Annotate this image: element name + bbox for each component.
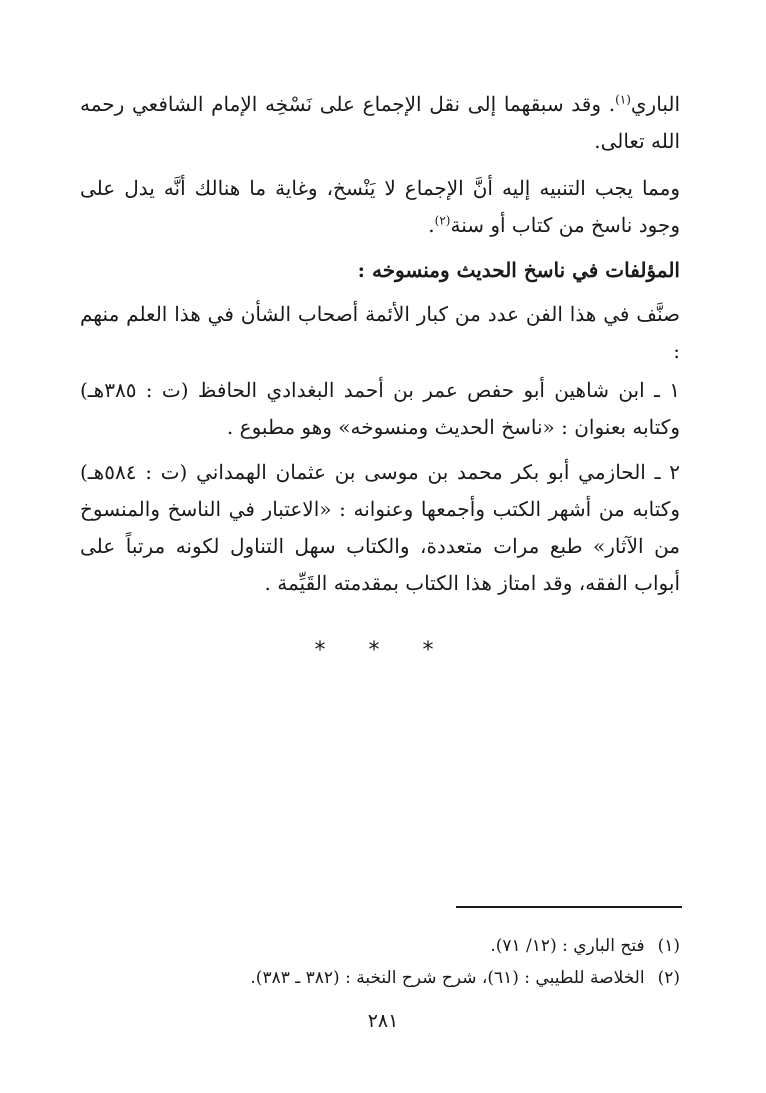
page-number: ٢٨١ [367,1010,399,1032]
paragraph-1-text: الباري [630,92,680,116]
footnote-1 [80,930,680,962]
list-item-2 [80,454,680,602]
footnote-ref-2[interactable]: (٢) [434,213,451,228]
list-item-1-text: ١ ـ ابن شاهين أبو حفص عمر بن أحمد البغدادي الحافظ (ت : ٣٨٥هـ) وكتابه بعنوان : «ناسخ الحديث ومنسوخه» وهو مطبوع . [80,378,680,439]
footnote-1-number: (١) [657,936,680,956]
list-item-1 [80,372,680,446]
footnote-divider [456,906,682,908]
paragraph-2-tail: . [428,213,435,237]
footnote-2-number: (٢) [657,968,680,988]
section-separator: * * * [314,638,452,663]
footnotes [80,930,680,994]
section-heading: المؤلفات في ناسخ الحديث ومنسوخه : [357,258,680,282]
intro-paragraph [80,296,680,370]
footnote-2 [80,962,680,994]
paragraph-2-text: ومما يجب التنبيه إليه أنَّ الإجماع لا يَنْسخ، وغاية ما هنالك أنَّه يدل على وجود ناسخ من كتاب أو سنة [80,176,680,237]
paragraph-2 [80,170,680,244]
paragraph-1-tail: . وقد سبقهما إلى نقل الإجماع على نَسْخِه الإمام الشافعي رحمه الله تعالى. [80,92,680,153]
intro-text: صنَّف في هذا الفن عدد من كبار الأئمة أصحاب الشأن في هذا العلم منهم : [80,302,680,363]
section-heading-block [80,252,680,289]
footnote-1-text: فتح الباري : (١٢/ ٧١). [490,936,645,956]
list-item-2-text: ٢ ـ الحازمي أبو بكر محمد بن موسى بن عثمان الهمداني (ت : ٥٨٤هـ) وكتابه من أشهر الكتب وأجمعها وعنوانه : «الاعتبار في الناسخ والمنسوخ من الآثار» طبع مرات متعددة، والكتاب سهل التناول لكونه مرتباً على أبواب الفقه، وقد امتاز هذا الكتاب بمقدمته القَيِّمة . [80,460,680,595]
footnote-ref-1[interactable]: (١) [615,92,631,107]
paragraph-1 [80,86,680,160]
footnote-2-text: الخلاصة للطيبي : (٦١)، شرح شرح النخبة : (٣٨٢ ـ ٣٨٣). [250,968,645,988]
